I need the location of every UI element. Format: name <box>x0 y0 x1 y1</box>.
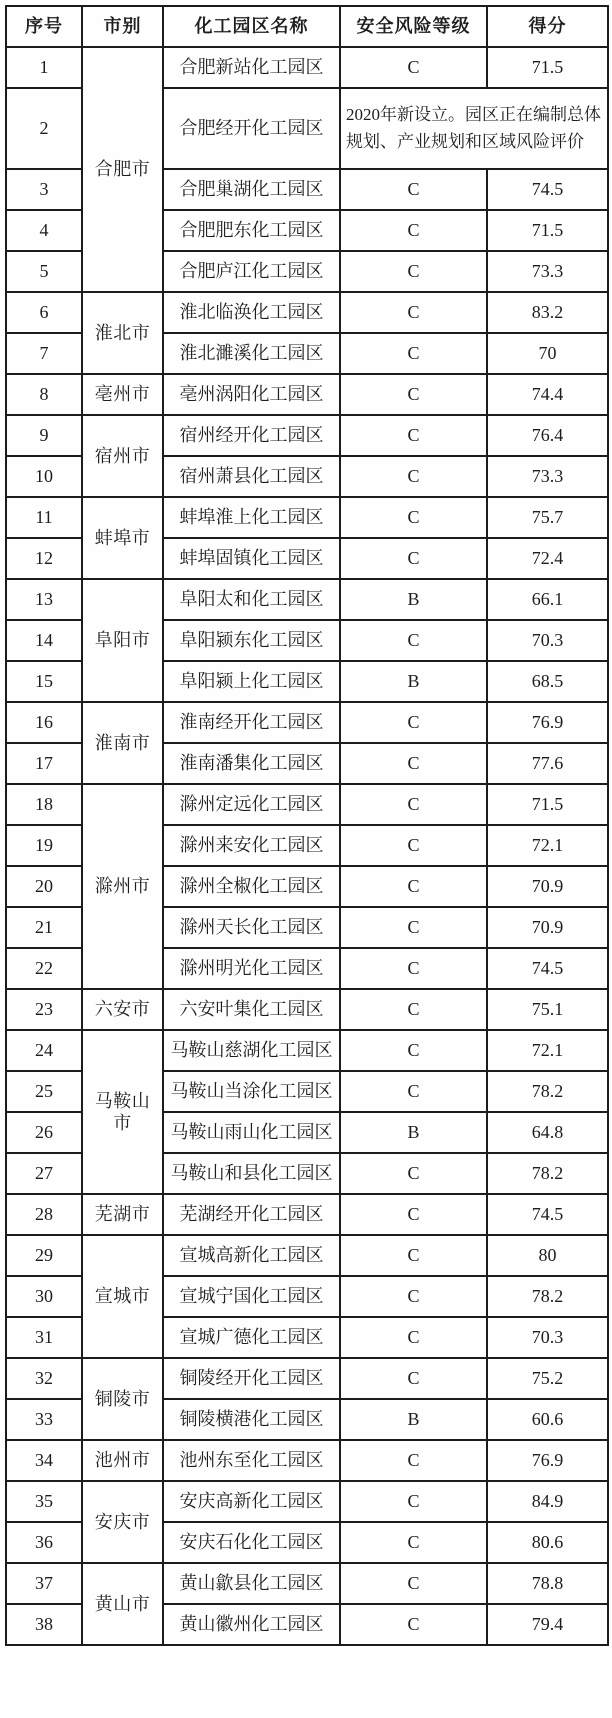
row-number-cell: 34 <box>6 1440 82 1481</box>
risk-grade-cell: C <box>340 456 487 497</box>
row-number-cell: 26 <box>6 1112 82 1153</box>
risk-grade-cell: C <box>340 702 487 743</box>
park-name-cell: 宿州经开化工园区 <box>163 415 340 456</box>
park-name-cell: 黄山徽州化工园区 <box>163 1604 340 1645</box>
park-name-cell: 合肥巢湖化工园区 <box>163 169 340 210</box>
header-serial-number: 序号 <box>6 6 82 47</box>
risk-grade-cell: C <box>340 1563 487 1604</box>
risk-grade-cell: C <box>340 47 487 88</box>
park-name-cell: 铜陵横港化工园区 <box>163 1399 340 1440</box>
score-cell: 71.5 <box>487 210 608 251</box>
risk-grade-cell: C <box>340 210 487 251</box>
header-score: 得分 <box>487 6 608 47</box>
park-name-cell: 淮南经开化工园区 <box>163 702 340 743</box>
table-row <box>6 415 608 456</box>
park-name-cell: 滁州来安化工园区 <box>163 825 340 866</box>
row-number-cell: 37 <box>6 1563 82 1604</box>
risk-grade-cell: C <box>340 1276 487 1317</box>
table-row <box>6 497 608 538</box>
park-name-cell: 亳州涡阳化工园区 <box>163 374 340 415</box>
score-cell: 79.4 <box>487 1604 608 1645</box>
city-cell: 黄山市 <box>82 1563 163 1645</box>
header-row <box>6 6 608 47</box>
table-row <box>6 1194 608 1235</box>
row-number-cell: 15 <box>6 661 82 702</box>
park-name-cell: 阜阳太和化工园区 <box>163 579 340 620</box>
row-number-cell: 25 <box>6 1071 82 1112</box>
park-name-cell: 马鞍山慈湖化工园区 <box>163 1030 340 1071</box>
risk-grade-cell: C <box>340 1317 487 1358</box>
city-cell: 马鞍山市 <box>82 1030 163 1194</box>
score-cell: 72.1 <box>487 825 608 866</box>
city-cell: 宣城市 <box>82 1235 163 1358</box>
risk-grade-cell: C <box>340 1604 487 1645</box>
row-number-cell: 21 <box>6 907 82 948</box>
score-cell: 68.5 <box>487 661 608 702</box>
header-city: 市别 <box>82 6 163 47</box>
risk-grade-cell: B <box>340 1399 487 1440</box>
score-cell: 76.9 <box>487 1440 608 1481</box>
score-cell: 70 <box>487 333 608 374</box>
table-row <box>6 292 608 333</box>
row-number-cell: 14 <box>6 620 82 661</box>
park-name-cell: 合肥新站化工园区 <box>163 47 340 88</box>
risk-grade-cell: B <box>340 579 487 620</box>
row-number-cell: 2 <box>6 88 82 169</box>
risk-grade-cell: C <box>340 743 487 784</box>
city-cell: 铜陵市 <box>82 1358 163 1440</box>
table-row <box>6 1563 608 1604</box>
city-cell: 宿州市 <box>82 415 163 497</box>
park-name-cell: 滁州明光化工园区 <box>163 948 340 989</box>
row-number-cell: 8 <box>6 374 82 415</box>
score-cell: 71.5 <box>487 784 608 825</box>
row-number-cell: 29 <box>6 1235 82 1276</box>
score-cell: 74.4 <box>487 374 608 415</box>
city-cell: 池州市 <box>82 1440 163 1481</box>
row-number-cell: 19 <box>6 825 82 866</box>
score-cell: 75.1 <box>487 989 608 1030</box>
score-cell: 83.2 <box>487 292 608 333</box>
park-name-cell: 黄山歙县化工园区 <box>163 1563 340 1604</box>
table-header <box>6 6 608 47</box>
city-cell: 滁州市 <box>82 784 163 989</box>
park-name-cell: 宿州萧县化工园区 <box>163 456 340 497</box>
risk-grade-cell: B <box>340 661 487 702</box>
table-row <box>6 1235 608 1276</box>
risk-grade-cell: C <box>340 784 487 825</box>
note-cell: 2020年新设立。园区正在编制总体规划、产业规划和区域风险评价 <box>340 88 608 169</box>
score-cell: 64.8 <box>487 1112 608 1153</box>
row-number-cell: 3 <box>6 169 82 210</box>
score-cell: 70.9 <box>487 907 608 948</box>
risk-grade-cell: C <box>340 1235 487 1276</box>
row-number-cell: 27 <box>6 1153 82 1194</box>
score-cell: 70.9 <box>487 866 608 907</box>
score-cell: 75.7 <box>487 497 608 538</box>
score-cell: 60.6 <box>487 1399 608 1440</box>
risk-grade-cell: C <box>340 1071 487 1112</box>
score-cell: 70.3 <box>487 1317 608 1358</box>
risk-grade-cell: C <box>340 415 487 456</box>
risk-grade-cell: C <box>340 1030 487 1071</box>
risk-grade-cell: C <box>340 1481 487 1522</box>
row-number-cell: 11 <box>6 497 82 538</box>
risk-grade-cell: C <box>340 1358 487 1399</box>
row-number-cell: 33 <box>6 1399 82 1440</box>
park-name-cell: 合肥肥东化工园区 <box>163 210 340 251</box>
city-cell: 淮南市 <box>82 702 163 784</box>
table-row <box>6 784 608 825</box>
risk-grade-cell: C <box>340 374 487 415</box>
score-cell: 66.1 <box>487 579 608 620</box>
park-name-cell: 淮南潘集化工园区 <box>163 743 340 784</box>
row-number-cell: 5 <box>6 251 82 292</box>
park-name-cell: 安庆石化化工园区 <box>163 1522 340 1563</box>
score-cell: 77.6 <box>487 743 608 784</box>
row-number-cell: 4 <box>6 210 82 251</box>
row-number-cell: 9 <box>6 415 82 456</box>
score-cell: 78.2 <box>487 1071 608 1112</box>
risk-grade-cell: B <box>340 1112 487 1153</box>
risk-grade-cell: C <box>340 989 487 1030</box>
risk-grade-cell: C <box>340 1440 487 1481</box>
risk-grade-cell: C <box>340 1194 487 1235</box>
score-cell: 78.2 <box>487 1153 608 1194</box>
risk-grade-cell: C <box>340 620 487 661</box>
table-row <box>6 1030 608 1071</box>
row-number-cell: 6 <box>6 292 82 333</box>
city-cell: 阜阳市 <box>82 579 163 702</box>
score-cell: 72.4 <box>487 538 608 579</box>
park-name-cell: 滁州定远化工园区 <box>163 784 340 825</box>
park-name-cell: 池州东至化工园区 <box>163 1440 340 1481</box>
chemical-park-risk-table <box>5 5 609 1646</box>
header-park-name: 化工园区名称 <box>163 6 340 47</box>
park-name-cell: 阜阳颍东化工园区 <box>163 620 340 661</box>
table-row <box>6 989 608 1030</box>
score-cell: 80.6 <box>487 1522 608 1563</box>
row-number-cell: 1 <box>6 47 82 88</box>
score-cell: 75.2 <box>487 1358 608 1399</box>
table-row <box>6 1358 608 1399</box>
row-number-cell: 24 <box>6 1030 82 1071</box>
park-name-cell: 宣城高新化工园区 <box>163 1235 340 1276</box>
risk-grade-cell: C <box>340 907 487 948</box>
park-name-cell: 淮北濉溪化工园区 <box>163 333 340 374</box>
park-name-cell: 合肥庐江化工园区 <box>163 251 340 292</box>
park-name-cell: 阜阳颍上化工园区 <box>163 661 340 702</box>
row-number-cell: 31 <box>6 1317 82 1358</box>
park-name-cell: 滁州天长化工园区 <box>163 907 340 948</box>
table-row <box>6 579 608 620</box>
risk-grade-cell: C <box>340 251 487 292</box>
score-cell: 73.3 <box>487 456 608 497</box>
row-number-cell: 18 <box>6 784 82 825</box>
row-number-cell: 16 <box>6 702 82 743</box>
score-cell: 78.8 <box>487 1563 608 1604</box>
risk-grade-cell: C <box>340 538 487 579</box>
row-number-cell: 30 <box>6 1276 82 1317</box>
city-cell: 安庆市 <box>82 1481 163 1563</box>
table-row <box>6 702 608 743</box>
score-cell: 71.5 <box>487 47 608 88</box>
table-row <box>6 1440 608 1481</box>
park-name-cell: 滁州全椒化工园区 <box>163 866 340 907</box>
risk-grade-cell: C <box>340 1522 487 1563</box>
table-row <box>6 1481 608 1522</box>
park-name-cell: 蚌埠淮上化工园区 <box>163 497 340 538</box>
risk-grade-cell: C <box>340 866 487 907</box>
park-name-cell: 宣城广德化工园区 <box>163 1317 340 1358</box>
score-cell: 72.1 <box>487 1030 608 1071</box>
park-name-cell: 马鞍山和县化工园区 <box>163 1153 340 1194</box>
risk-grade-cell: C <box>340 1153 487 1194</box>
risk-grade-cell: C <box>340 825 487 866</box>
city-cell: 蚌埠市 <box>82 497 163 579</box>
risk-grade-cell: C <box>340 169 487 210</box>
row-number-cell: 13 <box>6 579 82 620</box>
score-cell: 73.3 <box>487 251 608 292</box>
row-number-cell: 22 <box>6 948 82 989</box>
risk-grade-cell: C <box>340 292 487 333</box>
score-cell: 74.5 <box>487 169 608 210</box>
park-name-cell: 安庆高新化工园区 <box>163 1481 340 1522</box>
table-body <box>6 47 608 1645</box>
score-cell: 74.5 <box>487 948 608 989</box>
city-cell: 芜湖市 <box>82 1194 163 1235</box>
row-number-cell: 36 <box>6 1522 82 1563</box>
score-cell: 78.2 <box>487 1276 608 1317</box>
row-number-cell: 7 <box>6 333 82 374</box>
score-cell: 74.5 <box>487 1194 608 1235</box>
park-name-cell: 宣城宁国化工园区 <box>163 1276 340 1317</box>
city-cell: 亳州市 <box>82 374 163 415</box>
row-number-cell: 32 <box>6 1358 82 1399</box>
row-number-cell: 38 <box>6 1604 82 1645</box>
city-cell: 淮北市 <box>82 292 163 374</box>
table-row <box>6 374 608 415</box>
risk-grade-cell: C <box>340 333 487 374</box>
city-cell: 合肥市 <box>82 47 163 292</box>
risk-grade-cell: C <box>340 948 487 989</box>
row-number-cell: 35 <box>6 1481 82 1522</box>
score-cell: 70.3 <box>487 620 608 661</box>
score-cell: 76.9 <box>487 702 608 743</box>
park-name-cell: 马鞍山当涂化工园区 <box>163 1071 340 1112</box>
park-name-cell: 芜湖经开化工园区 <box>163 1194 340 1235</box>
row-number-cell: 23 <box>6 989 82 1030</box>
table-row <box>6 47 608 88</box>
park-name-cell: 蚌埠固镇化工园区 <box>163 538 340 579</box>
row-number-cell: 20 <box>6 866 82 907</box>
park-name-cell: 合肥经开化工园区 <box>163 88 340 169</box>
score-cell: 76.4 <box>487 415 608 456</box>
score-cell: 84.9 <box>487 1481 608 1522</box>
city-cell: 六安市 <box>82 989 163 1030</box>
park-name-cell: 六安叶集化工园区 <box>163 989 340 1030</box>
row-number-cell: 17 <box>6 743 82 784</box>
header-risk-grade: 安全风险等级 <box>340 6 487 47</box>
row-number-cell: 10 <box>6 456 82 497</box>
score-cell: 80 <box>487 1235 608 1276</box>
park-name-cell: 马鞍山雨山化工园区 <box>163 1112 340 1153</box>
park-name-cell: 铜陵经开化工园区 <box>163 1358 340 1399</box>
row-number-cell: 28 <box>6 1194 82 1235</box>
park-name-cell: 淮北临涣化工园区 <box>163 292 340 333</box>
risk-grade-cell: C <box>340 497 487 538</box>
row-number-cell: 12 <box>6 538 82 579</box>
